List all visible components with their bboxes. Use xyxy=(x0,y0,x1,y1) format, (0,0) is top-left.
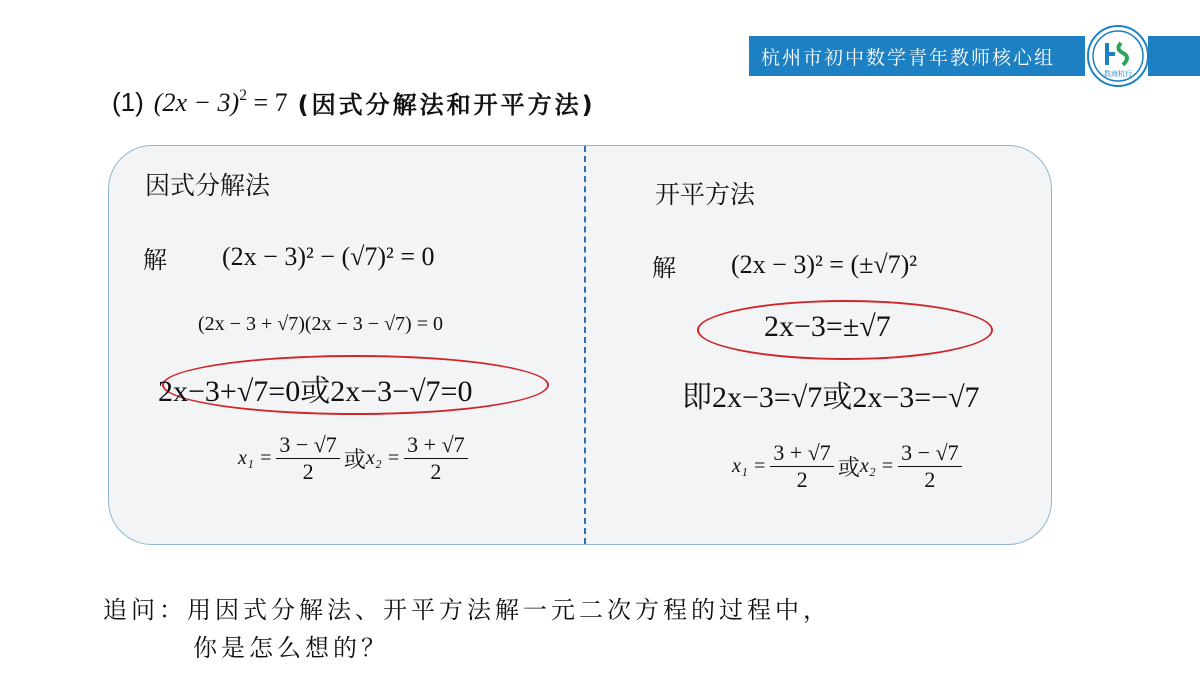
right-heading: 开平方法 xyxy=(655,180,756,209)
logo xyxy=(1087,25,1149,87)
problem-equation xyxy=(154,87,288,118)
banner-text: 杭州市初中数学青年教师核心组 xyxy=(761,46,1056,69)
left-x2-denominator: 2 xyxy=(430,459,442,484)
right-x2-denominator: 2 xyxy=(924,467,936,492)
left-heading: 因式分解法 xyxy=(145,171,271,200)
left-eq3-second: 2x−3−√7=0 xyxy=(330,375,473,408)
left-jie: 解 xyxy=(143,246,167,274)
left-x1-label: x₁ = xyxy=(238,447,273,469)
equation-lhs: (2x − 3) xyxy=(153,87,240,117)
left-eq2: (2x − 3 + √7)(2x − 3 − √7) = 0 xyxy=(198,313,443,335)
left-solutions xyxy=(238,432,472,485)
right-x1-label: x₁ = xyxy=(732,455,767,477)
left-x2-numerator: 3 + √7 xyxy=(404,432,467,459)
logo-text: 数海杭行 xyxy=(1104,70,1132,78)
right-x2-fraction xyxy=(898,440,961,493)
right-x2-label: x₂ = xyxy=(859,455,895,477)
problem-number: (1) xyxy=(112,86,144,117)
header-banner xyxy=(749,36,1085,76)
right-eq2: 2x−3=±√7 xyxy=(764,310,891,343)
left-x1-denominator: 2 xyxy=(302,459,314,484)
right-eq3-first: 2x−3=√7 xyxy=(712,381,823,414)
left-x2-label: x₂ = xyxy=(365,447,401,469)
right-solutions-or: 或 xyxy=(837,456,860,481)
problem-title xyxy=(112,80,596,124)
left-eq1: (2x − 3)² − (√7)² = 0 xyxy=(222,242,435,271)
right-eq3-ji: 即 xyxy=(682,380,712,415)
followup-line2: 你是怎么想的？ xyxy=(193,634,389,662)
followup-line1: 追问：用因式分解法、开平方法解一元二次方程的过程中， xyxy=(103,596,831,624)
right-eq3-or: 或 xyxy=(822,380,853,415)
right-jie: 解 xyxy=(652,254,676,282)
right-eq3-second: 2x−3=−√7 xyxy=(852,381,980,414)
right-x1-denominator: 2 xyxy=(796,467,808,492)
right-solutions xyxy=(732,440,966,493)
right-x2-numerator: 3 − √7 xyxy=(898,440,961,467)
right-eq1: (2x − 3)² = (±√7)² xyxy=(731,250,918,279)
right-eq3 xyxy=(682,372,980,416)
left-x1-numerator: 3 − √7 xyxy=(276,432,339,459)
equation-rhs: = 7 xyxy=(253,87,288,117)
panel-divider xyxy=(584,146,586,544)
left-solutions-or: 或 xyxy=(343,448,366,473)
header-banner-tail xyxy=(1148,36,1200,76)
right-x1-fraction xyxy=(770,440,833,493)
methods-label: (因式分解法和开平方法) xyxy=(297,90,596,119)
left-eq3 xyxy=(158,366,472,410)
left-eq3-or: 或 xyxy=(300,374,331,409)
left-eq3-first: 2x−3+√7=0 xyxy=(158,375,301,408)
left-x2-fraction xyxy=(404,432,467,485)
left-x1-fraction xyxy=(276,432,339,485)
equation-exponent: 2 xyxy=(239,86,247,104)
right-x1-numerator: 3 + √7 xyxy=(770,440,833,467)
